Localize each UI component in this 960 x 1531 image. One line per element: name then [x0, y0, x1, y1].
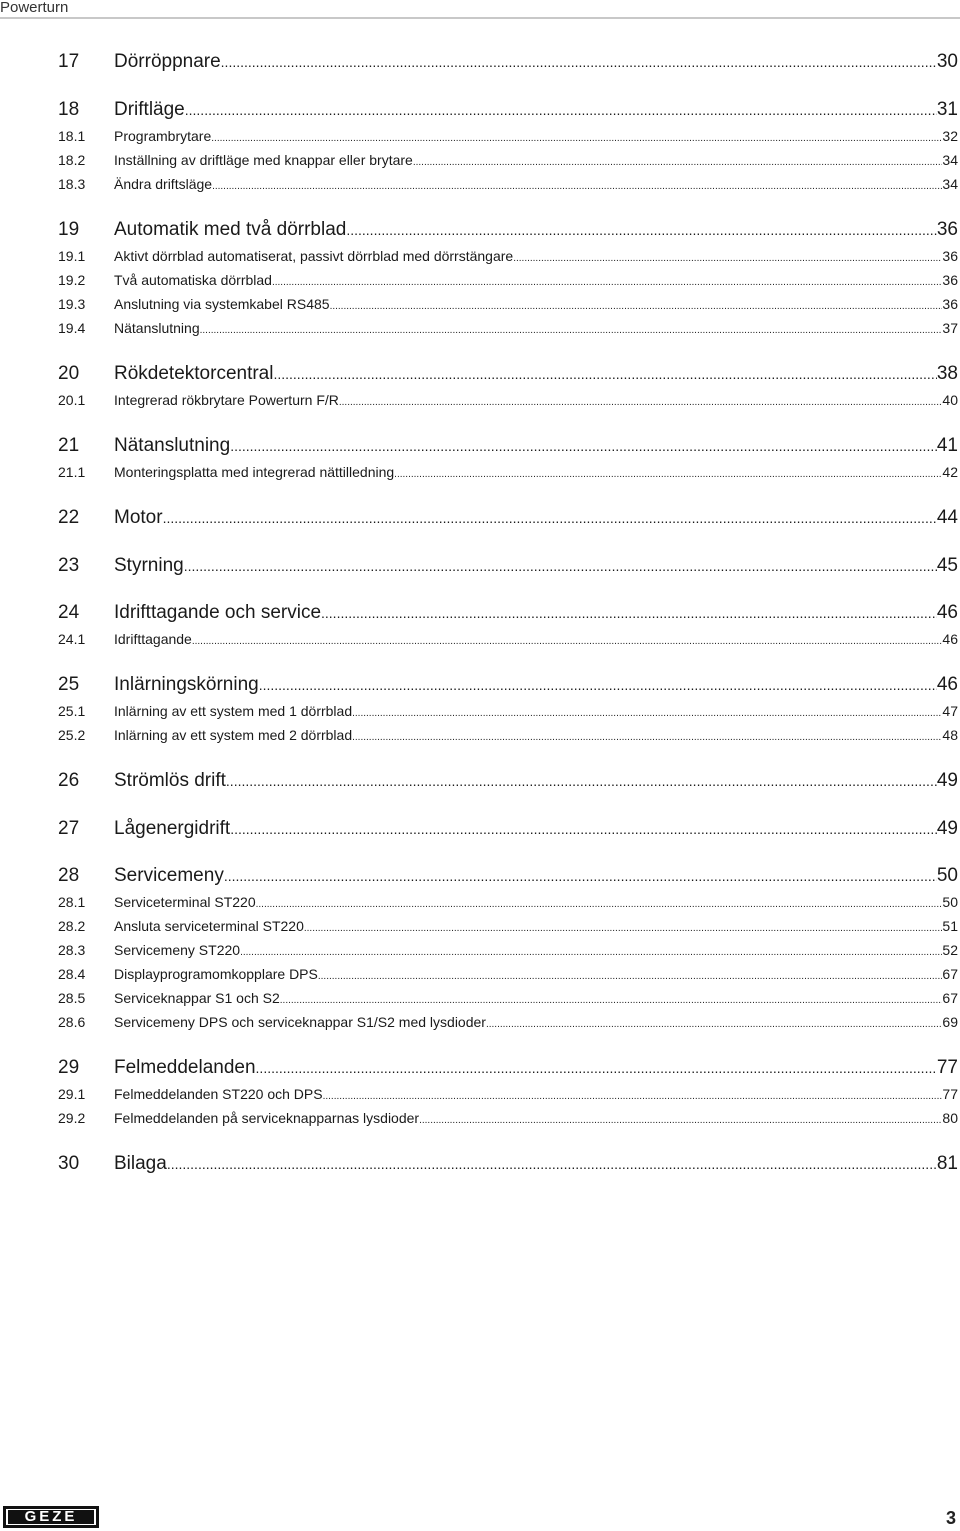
toc-entry-number: 24.1 [58, 631, 86, 647]
toc-entry[interactable] [58, 50, 958, 74]
toc-entry[interactable] [58, 701, 958, 724]
toc-dot-leader [192, 629, 943, 652]
toc-entry[interactable] [58, 725, 958, 748]
toc-entry-title: Aktivt dörrblad automatiserat, passivt dörrblad med dörrstängare [114, 248, 514, 264]
toc-entry-page: 80 [942, 1110, 958, 1126]
toc-entry-number: 28.2 [58, 918, 86, 934]
header-rule [0, 17, 960, 19]
toc-entry-number: 29.2 [58, 1110, 86, 1126]
toc-entry-title: Servicemeny ST220 [114, 942, 241, 958]
toc-entry-number: 19 [58, 219, 80, 240]
toc-dot-leader [167, 1152, 937, 1176]
running-header-title: Powerturn [0, 0, 69, 16]
toc-entry-number: 19.1 [58, 248, 86, 264]
toc-entry-page: 31 [936, 99, 958, 120]
toc-entry-title: Displayprogramomkopplare DPS [114, 966, 318, 982]
toc-entry[interactable] [58, 673, 958, 697]
toc-dot-leader [394, 462, 942, 485]
toc-entry-title: Rökdetektorcentral [114, 363, 274, 384]
toc-entry[interactable] [58, 98, 958, 122]
toc-dot-leader [272, 270, 942, 293]
toc-entry-title: Anslutning via systemkabel RS485 [114, 296, 330, 312]
toc-entry-page: 36 [942, 272, 958, 288]
toc-entry-title: Ändra driftsläge [114, 176, 213, 192]
toc-entry[interactable] [58, 601, 958, 625]
toc-entry[interactable] [58, 126, 958, 149]
toc-entry[interactable] [58, 270, 958, 293]
toc-entry-number: 20 [58, 363, 80, 384]
toc-dot-leader [211, 126, 942, 149]
toc-entry-title: Dörröppnare [114, 51, 221, 72]
toc-entry-title: Idrifttagande [114, 631, 192, 647]
toc-entry-title: Idrifttagande och service [114, 602, 322, 623]
toc-dot-leader [280, 988, 943, 1011]
toc-dot-leader [330, 294, 943, 317]
toc-dot-leader [240, 940, 942, 963]
toc-entry[interactable] [58, 964, 958, 987]
toc-dot-leader [419, 1108, 942, 1131]
toc-dot-leader [259, 673, 937, 697]
toc-entry-title: Två automatiska dörrblad [114, 272, 272, 288]
toc-entry-title: Ansluta serviceterminal ST220 [114, 918, 304, 934]
toc-entry-page: 40 [942, 392, 958, 408]
toc-entry[interactable] [58, 892, 958, 915]
toc-entry-page: 37 [942, 320, 958, 336]
toc-entry-number: 19.3 [58, 296, 86, 312]
toc-entry[interactable] [58, 218, 958, 242]
toc-entry-page: 34 [942, 152, 958, 168]
toc-entry[interactable] [58, 1108, 958, 1131]
toc-entry-page: 49 [936, 818, 958, 839]
toc-entry-number: 22 [58, 507, 80, 528]
toc-entry-title: Felmeddelanden ST220 och DPS [114, 1086, 323, 1102]
toc-dot-leader [230, 434, 937, 458]
toc-entry[interactable] [58, 554, 958, 578]
toc-entry-page: 69 [942, 1014, 958, 1030]
toc-entry-page: 45 [936, 555, 958, 576]
toc-dot-leader [256, 892, 943, 915]
toc-entry-page: 50 [936, 865, 958, 886]
toc-entry-title: Motor [114, 507, 163, 528]
toc-entry-title: Automatik med två dörrblad [114, 219, 347, 240]
toc-entry[interactable] [58, 150, 958, 173]
toc-entry-title: Servicemeny DPS och serviceknappar S1/S2 med lysdioder [114, 1014, 486, 1030]
toc-entry[interactable] [58, 434, 958, 458]
toc-entry-number: 19.2 [58, 272, 86, 288]
toc-entry[interactable] [58, 506, 958, 530]
toc-dot-leader [339, 390, 943, 413]
toc-entry-number: 21 [58, 435, 80, 456]
toc-entry[interactable] [58, 864, 958, 888]
toc-entry[interactable] [58, 362, 958, 386]
toc-entry-title: Nätanslutning [114, 435, 231, 456]
toc-entry[interactable] [58, 174, 958, 197]
toc-entry-number: 18.3 [58, 176, 86, 192]
toc-entry-number: 23 [58, 555, 80, 576]
toc-entry[interactable] [58, 988, 958, 1011]
toc-dot-leader [224, 864, 937, 888]
toc-entry-page: 30 [936, 51, 958, 72]
toc-entry-number: 17 [58, 51, 80, 72]
toc-entry[interactable] [58, 916, 958, 939]
toc-entry-number: 20.1 [58, 392, 86, 408]
toc-dot-leader [352, 725, 942, 748]
toc-entry-page: 67 [942, 966, 958, 982]
toc-entry-page: 36 [942, 296, 958, 312]
toc-entry-page: 50 [942, 894, 958, 910]
toc-entry-page: 47 [942, 703, 958, 719]
toc-entry[interactable] [58, 817, 958, 841]
toc-dot-leader [486, 1012, 942, 1035]
toc-entry-title: Nätanslutning [114, 320, 200, 336]
toc-entry-number: 24 [58, 602, 80, 623]
toc-dot-leader [352, 701, 942, 724]
toc-entry-number: 19.4 [58, 320, 86, 336]
toc-entry-title: Lågenergidrift [114, 818, 231, 839]
toc-entry-number: 21.1 [58, 464, 86, 480]
toc-entry-title: Bilaga [114, 1153, 167, 1174]
toc-entry-number: 28.1 [58, 894, 86, 910]
toc-entry-title: Driftläge [114, 99, 185, 120]
toc-entry-page: 46 [942, 631, 958, 647]
toc-entry-number: 30 [58, 1153, 80, 1174]
toc-entry-page: 77 [942, 1086, 958, 1102]
toc-dot-leader [256, 1056, 937, 1080]
toc-entry-page: 46 [936, 602, 958, 623]
toc-entry-number: 26 [58, 770, 80, 791]
toc-dot-leader [200, 318, 943, 341]
toc-entry-page: 51 [942, 918, 958, 934]
toc-entry-page: 36 [936, 219, 958, 240]
toc-entry-number: 18.2 [58, 152, 86, 168]
toc-entry-number: 28.6 [58, 1014, 86, 1030]
toc-entry-page: 48 [942, 727, 958, 743]
toc-entry-page: 49 [936, 770, 958, 791]
toc-entry-page: 52 [942, 942, 958, 958]
toc-dot-leader [513, 246, 942, 269]
toc-entry-title: Serviceterminal ST220 [114, 894, 256, 910]
toc-dot-leader [304, 916, 943, 939]
toc-entry-number: 18 [58, 99, 80, 120]
toc-entry[interactable] [58, 940, 958, 963]
toc-dot-leader [318, 964, 943, 987]
toc-entry-title: Programbrytare [114, 128, 212, 144]
toc-dot-leader [212, 174, 942, 197]
toc-dot-leader [221, 50, 937, 74]
toc-entry-title: Servicemeny [114, 865, 224, 886]
toc-entry-page: 77 [936, 1057, 958, 1078]
toc-entry-number: 18.1 [58, 128, 86, 144]
toc-dot-leader [230, 817, 937, 841]
toc-entry-page: 36 [942, 248, 958, 264]
toc-entry[interactable] [58, 1012, 958, 1035]
toc-entry[interactable] [58, 294, 958, 317]
toc-entry-number: 28 [58, 865, 80, 886]
toc-entry-title: Monteringsplatta med integrerad nättilledning [114, 464, 395, 480]
toc-entry-page: 38 [936, 363, 958, 384]
toc-entry[interactable] [58, 318, 958, 341]
toc-entry-number: 28.5 [58, 990, 86, 1006]
toc-entry[interactable] [58, 1152, 958, 1176]
toc-dot-leader [185, 98, 937, 122]
toc-entry[interactable] [58, 390, 958, 413]
toc-entry-page: 41 [936, 435, 958, 456]
toc-entry-number: 29 [58, 1057, 80, 1078]
toc-entry[interactable] [58, 462, 958, 485]
toc-entry-page: 46 [936, 674, 958, 695]
geze-logo [3, 1506, 99, 1528]
toc-entry-title: Strömlös drift [114, 770, 226, 791]
page-number: 3 [945, 1508, 956, 1528]
toc-entry-number: 25.2 [58, 727, 86, 743]
toc-dot-leader [323, 1084, 943, 1107]
toc-entry[interactable] [58, 246, 958, 269]
toc-entry[interactable] [58, 1084, 958, 1107]
toc-entry-title: Integrerad rökbrytare Powerturn F/R [114, 392, 339, 408]
toc-entry-number: 28.4 [58, 966, 86, 982]
toc-entry[interactable] [58, 629, 958, 652]
toc-entry-number: 25.1 [58, 703, 86, 719]
toc-dot-leader [413, 150, 943, 173]
toc-entry-title: Inställning av driftläge med knappar eller brytare [114, 152, 413, 168]
toc-dot-leader [163, 506, 937, 530]
toc-dot-leader [273, 362, 936, 386]
toc-entry-page: 81 [936, 1153, 958, 1174]
toc-entry-number: 27 [58, 818, 80, 839]
toc-entry-title: Inlärning av ett system med 1 dörrblad [114, 703, 353, 719]
toc-entry-title: Inlärningskörning [114, 674, 259, 695]
geze-logo-text: GEZE [8, 1510, 94, 1524]
toc-dot-leader [226, 769, 937, 793]
toc-entry-title: Inlärning av ett system med 2 dörrblad [114, 727, 353, 743]
toc-entry[interactable] [58, 1056, 958, 1080]
toc-entry[interactable] [58, 769, 958, 793]
toc-dot-leader [184, 554, 937, 578]
toc-entry-page: 34 [942, 176, 958, 192]
toc-entry-number: 25 [58, 674, 80, 695]
toc-entry-page: 67 [942, 990, 958, 1006]
toc-dot-leader [321, 601, 937, 625]
toc-entry-title: Felmeddelanden [114, 1057, 256, 1078]
toc-entry-title: Felmeddelanden på serviceknapparnas lysdioder [114, 1110, 420, 1126]
toc-dot-leader [346, 218, 937, 242]
toc-entry-page: 32 [942, 128, 958, 144]
toc-entry-title: Serviceknappar S1 och S2 [114, 990, 280, 1006]
toc-entry-number: 29.1 [58, 1086, 86, 1102]
toc-entry-number: 28.3 [58, 942, 86, 958]
toc-entry-page: 42 [942, 464, 958, 480]
toc-entry-title: Styrning [114, 555, 184, 576]
toc-entry-page: 44 [936, 507, 958, 528]
